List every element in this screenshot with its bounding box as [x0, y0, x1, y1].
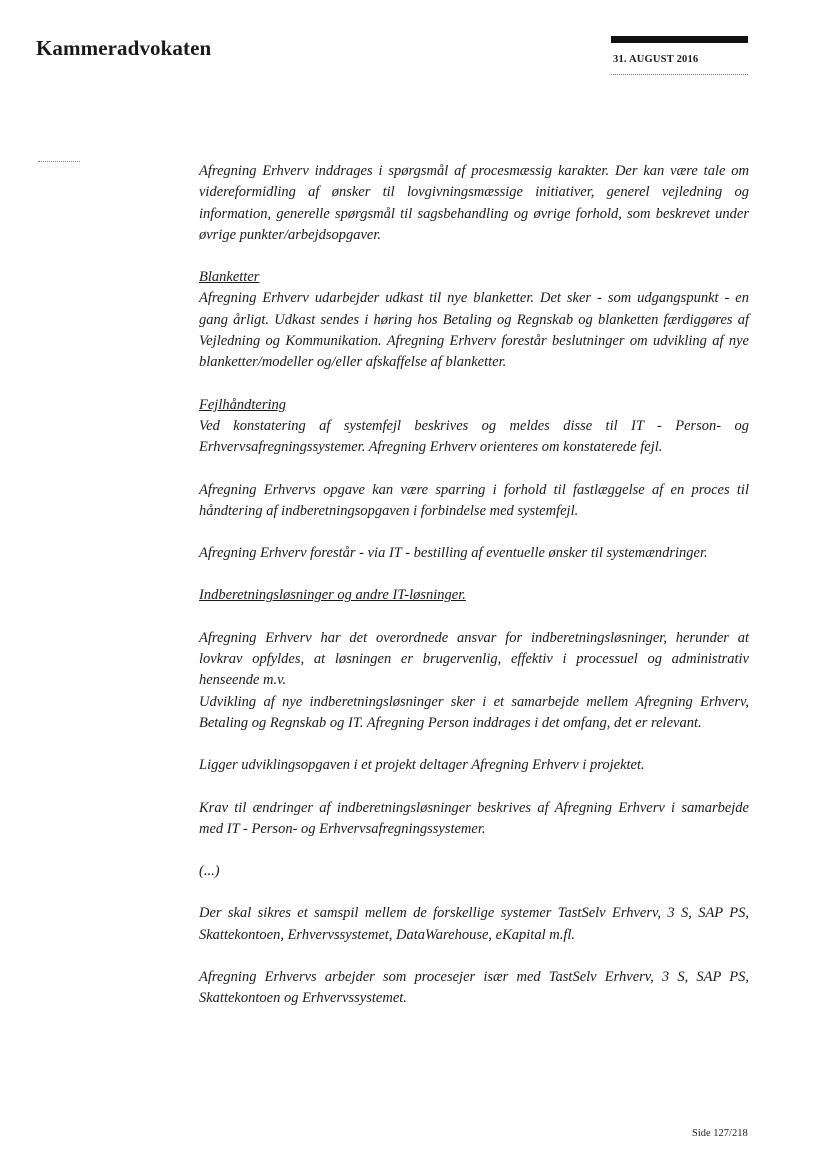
section-heading-fejlhaandtering: Fejlhåndtering	[199, 396, 286, 413]
paragraph: Afregning Erhverv har det overordnede ansvar for indberetningsløsninger, herunder at lovkrav opfyldes, at løsningen er brugervenlig, effektiv i processuel og administrativ henseende m.v.	[199, 629, 749, 689]
paragraph: Ligger udviklingsopgaven i et projekt deltager Afregning Erhverv i projektet.	[199, 757, 645, 774]
paragraph: Der skal sikres et samspil mellem de forskellige systemer TastSelv Erhverv, 3 S, SAP PS, Skattekontoen, Erhvervssystemet, DataWarehouse, eKapital m.fl.	[199, 905, 749, 943]
paragraph: Ved konstatering af systemfejl beskrives og meldes disse til IT - Person- og Erhvervsafregningssystemer. Afregning Erhverv orienteres om konstaterede fejl.	[199, 417, 749, 456]
paragraph: Afregning Erhvervs arbejder som procesejer især med TastSelv Erhverv, 3 S, SAP PS, Skattekontoen og Erhvervssystemet.	[199, 969, 749, 1007]
paragraph: Afregning Erhverv forestår - via IT - bestilling af eventuelle ønsker til systemændringer.	[199, 545, 708, 562]
paragraph: Afregning Erhverv udarbejder udkast til nye blanketter. Det sker - som udgangspunkt - en gang årligt. Udkast sendes i høring hos Betaling og Regnskab og blanketten færdiggøres af Vejledning og Kommunikation. Afregning Erhverv forestår beslutninger om udvikling af nye blanketter/modeller og/eller afskaffelse af blanketter.	[199, 290, 749, 371]
paragraph: Afregning Erhverv inddrages i spørgsmål af procesmæssig karakter. Der kan være tale om videreformidling af ønsker til lovgivningsmæssige initiativer, generel vejledning og information, generelle spørgsmål til sagsbehandling og øvrige forhold, som beskrevet under øvrige punkter/arbejdsopgaver.	[199, 163, 749, 243]
body-text	[199, 161, 749, 1031]
header-bar	[611, 36, 748, 43]
page-number: Side 127/218	[692, 1128, 748, 1139]
document-header-title: Kammeradvokaten	[36, 36, 212, 60]
section-heading-blanketter: Blanketter	[199, 269, 260, 286]
paragraph: Krav til ændringer af indberetningsløsninger beskrives af Afregning Erhverv i samarbejde med IT - Person- og Erhvervsafregningssystemer.	[199, 799, 749, 837]
margin-dotted-rule	[38, 161, 80, 162]
paragraph: (...)	[199, 863, 220, 880]
paragraph: Udvikling af nye indberetningsløsninger sker i et samarbejde mellem Afregning Erhverv, Betaling og Regnskab og IT. Afregning Person inddrages i det omfang, det er relevant.	[199, 693, 749, 731]
section-heading-indberetning: Indberetningsløsninger og andre IT-løsninger.	[199, 587, 466, 604]
header-dotted-rule	[611, 74, 748, 75]
header-date: 31. AUGUST 2016	[613, 54, 699, 65]
paragraph: Afregning Erhvervs opgave kan være sparring i forhold til fastlæggelse af en proces til håndtering af indberetningsopgaven i forbindelse med systemfejl.	[199, 481, 749, 519]
